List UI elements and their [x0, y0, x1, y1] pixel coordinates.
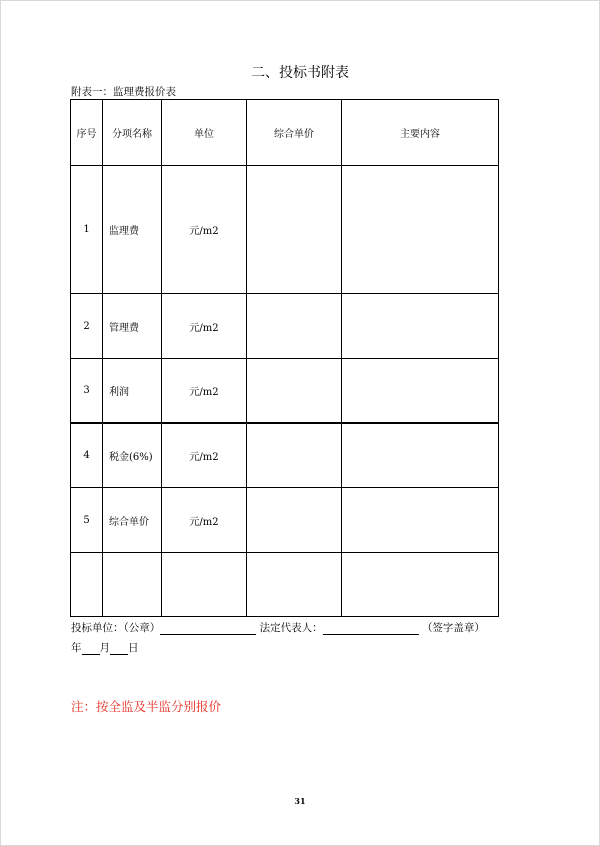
table-row	[71, 294, 499, 359]
cell-main-content	[342, 359, 499, 423]
cell-main-content	[342, 488, 499, 553]
cell-seq: 3	[71, 359, 103, 423]
cell-unit	[162, 553, 247, 617]
legal-rep-blank[interactable]	[323, 623, 419, 635]
day-blank[interactable]	[110, 643, 128, 655]
legal-rep-label: 法定代表人：	[259, 622, 323, 634]
cell-unit: 元/m2	[162, 423, 247, 488]
cell-unit-price	[247, 166, 342, 294]
date-line	[71, 640, 139, 655]
table-row	[71, 359, 499, 423]
sign-seal-label: （签字盖章）	[421, 622, 485, 634]
header-unit: 单位	[162, 100, 247, 166]
cell-seq	[71, 553, 103, 617]
cell-unit-price	[247, 359, 342, 423]
page-number: 31	[294, 796, 306, 806]
cell-main-content	[342, 166, 499, 294]
table-row	[71, 553, 499, 617]
cell-unit: 元/m2	[162, 166, 247, 294]
month-label: 月	[99, 642, 110, 654]
cell-item-name: 监理费	[103, 166, 162, 294]
cell-unit-price	[247, 488, 342, 553]
pricing-note: 注：按全监及半监分别报价	[71, 699, 222, 714]
signature-line	[71, 620, 485, 635]
cell-unit-price	[247, 423, 342, 488]
cell-seq: 4	[71, 423, 103, 488]
cell-unit: 元/m2	[162, 294, 247, 359]
year-label: 年	[71, 642, 82, 654]
cell-seq: 1	[71, 166, 103, 294]
cell-item-name: 税金(6%)	[103, 423, 162, 488]
bidder-blank[interactable]	[160, 623, 256, 635]
bidder-label: 投标单位：（公章）	[71, 622, 161, 634]
header-main-content: 主要内容	[342, 100, 499, 166]
header-seq: 序号	[71, 100, 103, 166]
table-row	[71, 423, 499, 488]
table-row	[71, 488, 499, 553]
cell-item-name: 管理费	[103, 294, 162, 359]
table-caption: 附表一：监理费报价表	[71, 86, 176, 98]
cell-unit: 元/m2	[162, 359, 247, 423]
cell-unit-price	[247, 553, 342, 617]
header-item-name: 分项名称	[103, 100, 162, 166]
table-header-row	[71, 100, 499, 166]
cell-main-content	[342, 553, 499, 617]
cell-seq: 5	[71, 488, 103, 553]
month-blank[interactable]	[82, 643, 100, 655]
table-row	[71, 166, 499, 294]
header-unit-price: 综合单价	[247, 100, 342, 166]
page-title: 二、投标书附表	[251, 65, 349, 81]
cell-item-name	[103, 553, 162, 617]
cell-item-name: 利润	[103, 359, 162, 423]
cell-unit: 元/m2	[162, 488, 247, 553]
price-table	[70, 99, 499, 617]
cell-seq: 2	[71, 294, 103, 359]
cell-item-name: 综合单价	[103, 488, 162, 553]
cell-unit-price	[247, 294, 342, 359]
cell-main-content	[342, 294, 499, 359]
cell-main-content	[342, 423, 499, 488]
day-label: 日	[128, 642, 139, 654]
